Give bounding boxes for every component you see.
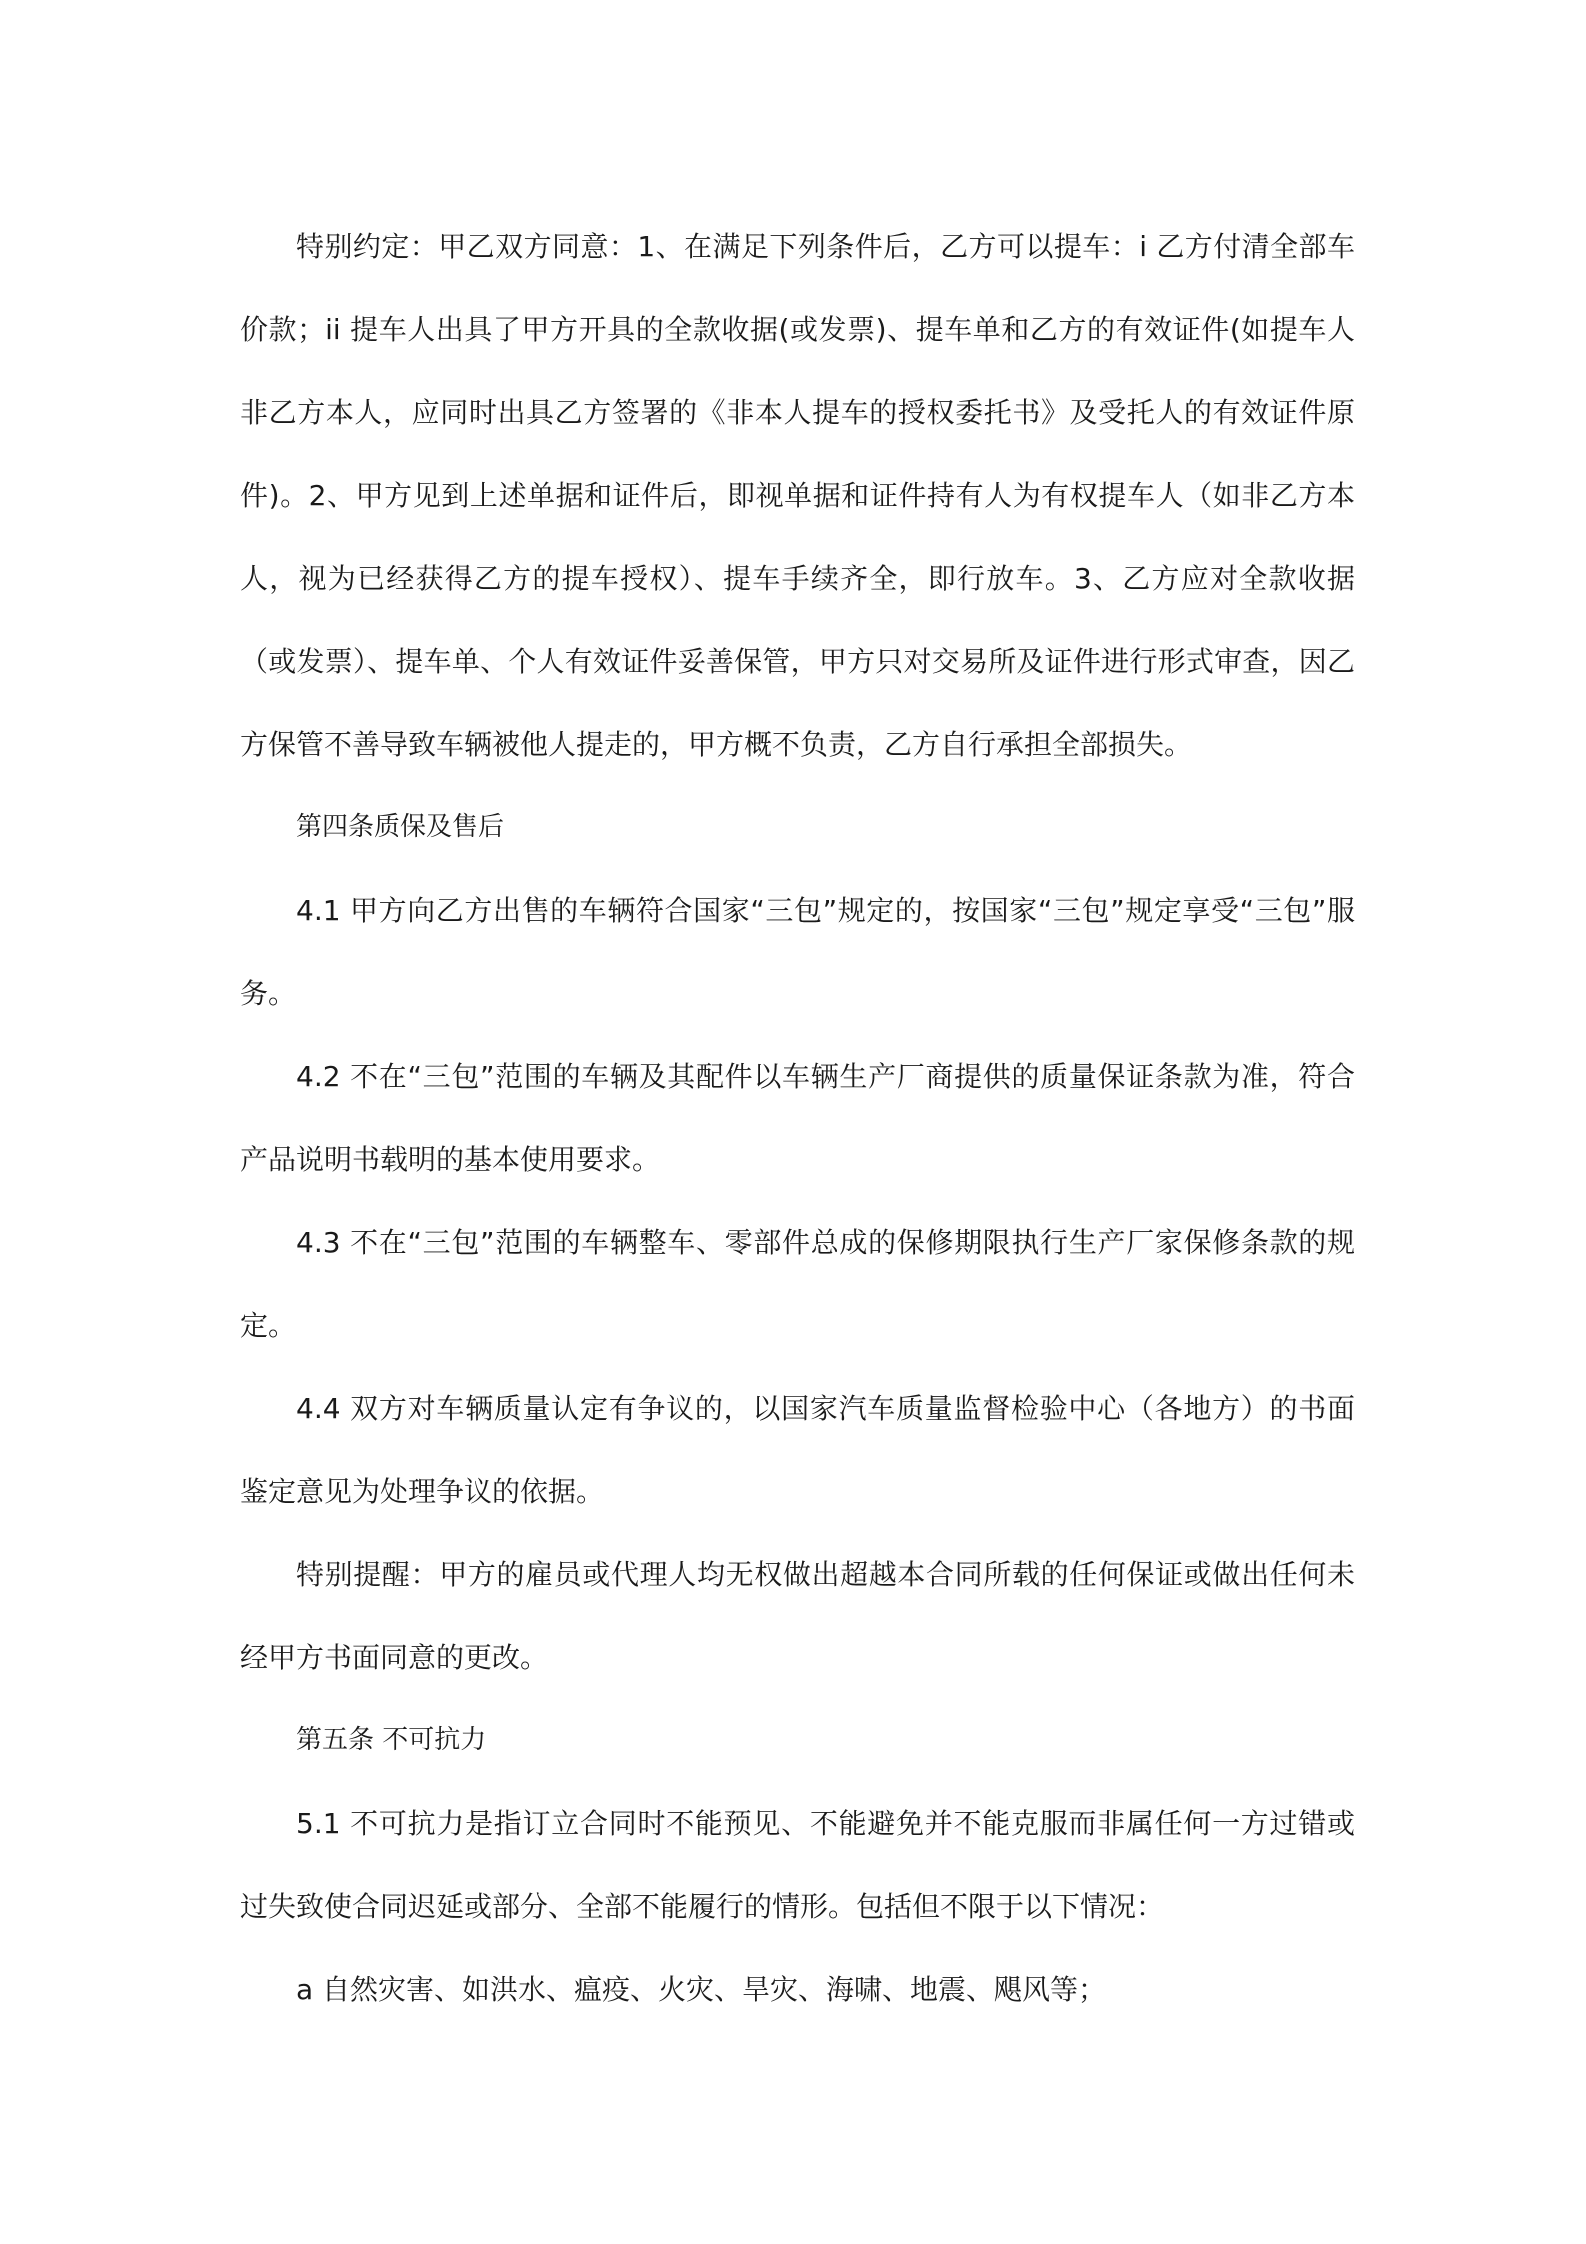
clause-4-3: 4.3 不在“三包”范围的车辆整车、零部件总成的保修期限执行生产厂家保修条款的规定。 [240, 1226, 1355, 1342]
paragraph-special-agreement: 特别约定：甲乙双方同意：1、在满足下列条件后，乙方可以提车：i 乙方付清全部车价款；ii 提车人出具了甲方开具的全款收据(或发票)、提车单和乙方的有效证件(如提车人非乙方本人，应同时出具乙方签署的《非本人提车的授权委托书》及受托人的有效证件原件)。2、甲方见到上述单据和证件后，即视单据和证件持有人为有权提车人（如非乙方本人，视为已经获得乙方的提车授权）、提车手续齐全，即行放车。3、乙方应对全款收据（或发票）、提车单、个人有效证件妥善保管，甲方只对交易所及证件进行形式审查，因乙方保管不善导致车辆被他人提走的，甲方概不负责，乙方自行承担全部损失。 [240, 230, 1355, 761]
article-5-heading: 第五条 不可抗力 [296, 1725, 487, 1755]
document-page [240, 205, 1355, 2031]
clause-4-4: 4.4 双方对车辆质量认定有争议的，以国家汽车质量监督检验中心（各地方）的书面鉴定意见为处理争议的依据。 [240, 1392, 1355, 1508]
clause-4-1: 4.1 甲方向乙方出售的车辆符合国家“三包”规定的，按国家“三包”规定享受“三包”服务。 [240, 894, 1355, 1010]
clause-4-2: 4.2 不在“三包”范围的车辆及其配件以车辆生产厂商提供的质量保证条款为准，符合产品说明书载明的基本使用要求。 [240, 1060, 1355, 1176]
clause-5-1: 5.1 不可抗力是指订立合同时不能预见、不能避免并不能克服而非属任何一方过错或过失致使合同迟延或部分、全部不能履行的情形。包括但不限于以下情况： [240, 1807, 1355, 1923]
clause-5-1-a: a 自然灾害、如洪水、瘟疫、火灾、旱灾、海啸、地震、飓风等； [296, 1973, 1107, 2006]
article-4-heading: 第四条质保及售后 [296, 812, 505, 842]
paragraph-special-reminder: 特别提醒：甲方的雇员或代理人均无权做出超越本合同所载的任何保证或做出任何未经甲方书面同意的更改。 [240, 1558, 1355, 1674]
